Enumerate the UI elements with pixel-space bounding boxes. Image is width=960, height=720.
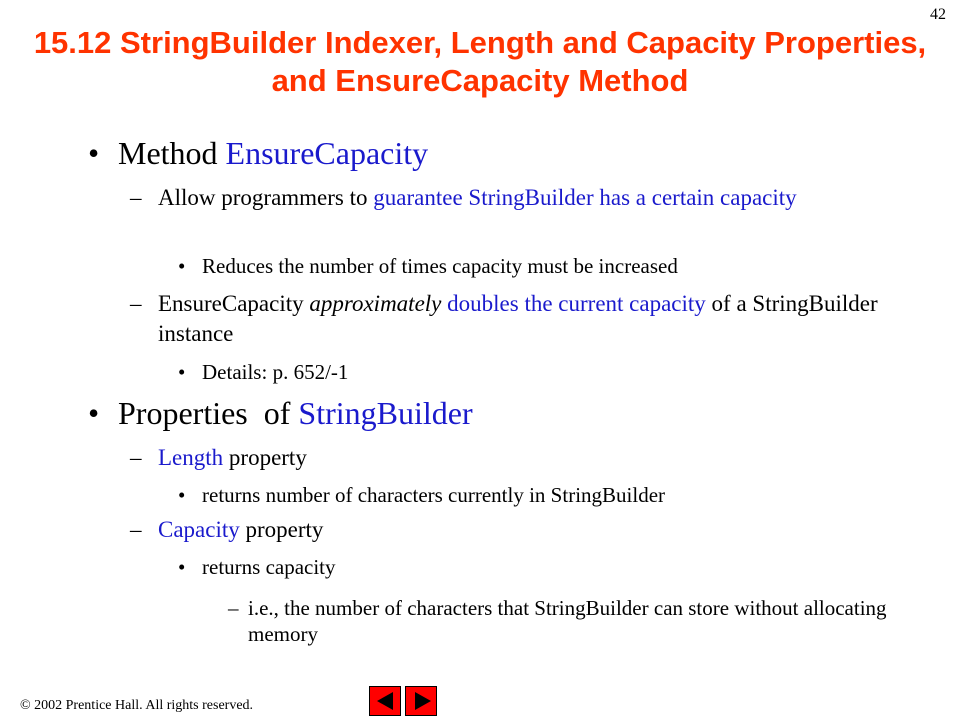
subsub-text: Details: p. 652/-1 (202, 360, 349, 384)
sub-suffix: property (223, 445, 307, 470)
sub-text (158, 515, 928, 545)
sub-prefix: Allow programmers to (158, 185, 374, 210)
bullet-highlight: StringBuilder (298, 395, 473, 431)
sub-highlight: Capacity (158, 517, 240, 542)
bullet-marker: • (88, 395, 100, 431)
sub-highlight: guarantee StringBuilder has a certain capacity (373, 185, 797, 210)
next-slide-button[interactable] (405, 686, 437, 716)
sub-suffix: of a StringBuilder instance (158, 291, 878, 346)
bullet-text (118, 135, 428, 171)
level4-text: i.e., the number of characters that StringBuilder can store without allocating memory (248, 596, 887, 646)
bullet-marker: • (178, 360, 186, 384)
left-arrow-icon (377, 692, 393, 710)
bullet-prefix: Method (118, 135, 226, 171)
bullet-prefix: Properties of (118, 395, 299, 431)
bullet-text (118, 395, 473, 431)
dash-marker: – (130, 517, 142, 542)
previous-slide-button[interactable] (369, 686, 401, 716)
slide-title: 15.12 StringBuilder Indexer, Length and Capacity Properties, and EnsureCapacity Method (33, 25, 927, 98)
sub-text (158, 443, 928, 473)
sub-suffix: property (239, 517, 324, 542)
slide-number: 42 (930, 6, 946, 23)
sub-highlight: Length (158, 445, 224, 470)
sub-highlight: doubles the current capacity (441, 291, 706, 316)
copyright-footer: © 2002 Prentice Hall. All rights reserved. (20, 698, 254, 713)
bullet-marker: • (178, 555, 186, 579)
dash-marker: – (130, 445, 142, 470)
subsub-text: returns number of characters currently in StringBuilder (202, 483, 666, 507)
subsub-text: Reduces the number of times capacity must be increased (202, 254, 678, 278)
dash-marker: – (130, 185, 142, 210)
sub-prefix: EnsureCapacity (158, 291, 310, 316)
subsub-text: returns capacity (202, 555, 336, 579)
bullet-marker: • (88, 135, 100, 171)
sub-italic: approximately (309, 291, 442, 316)
dash-marker: – (228, 596, 239, 620)
dash-marker: – (130, 291, 142, 316)
right-arrow-icon (415, 692, 431, 710)
bullet-marker: • (178, 254, 186, 278)
bullet-highlight: EnsureCapacity (225, 135, 429, 171)
sub-text (158, 289, 928, 349)
sub-text (158, 183, 928, 213)
bullet-marker: • (178, 483, 186, 507)
